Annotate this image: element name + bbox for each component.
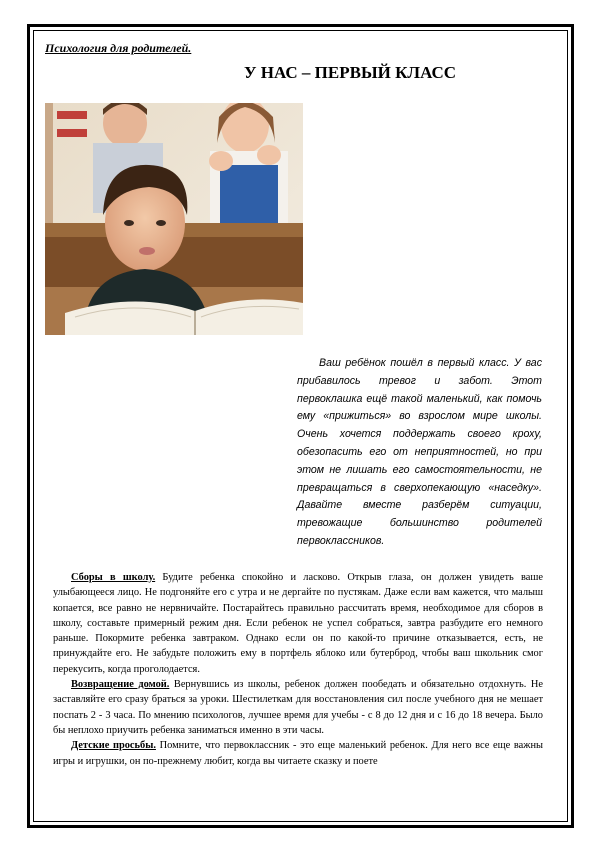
- section-heading: Возвращение домой.: [71, 679, 170, 691]
- section-paragraph: [53, 738, 543, 769]
- section-paragraph: [53, 677, 543, 738]
- section-text: Помните, что первоклассник - это еще маленький ребенок. Для него все еще важны игры и игрушки, он по-прежнему любит, когда вы читаете сказку и поете: [53, 740, 543, 767]
- classroom-photo: [45, 103, 303, 335]
- article-title: У НАС – ПЕРВЫЙ КЛАСС: [244, 63, 457, 82]
- intro-paragraph: Ваш ребёнок пошёл в первый класс. У вас прибавилось тревог и забот. Этот первоклашка ещё такой маленький, как помочь ему «прижиться» во взрослом мире школы. Очень хочется поддержать своего кроху, обезопасить его от неприятностей, но при этом не лишать его самостоятельности, не превращаться в сверхопекающую «наседку». Давайте вместе разберём ситуации, тревожащие большинство родителей первоклассников.: [297, 357, 542, 547]
- section-heading: Сборы в школу.: [71, 572, 156, 583]
- rubric-label: Психология для родителей.: [45, 41, 192, 55]
- section-text: Будите ребенка спокойно и ласково. Открыв глаза, он должен увидеть ваше улыбающееся лицо. Не подгоняйте его с утра и не дергайте по пустякам. Даже если вам кажется, что малыш копается, все равно не нервничайте. Постарайтесь правильно рассчитать время, необходимое для сборов в школу, составьте примерный режим дня. Если ребенок не успел собраться, завтра разбудите его немного раньше. Покормите ребенка завтраком. Однако если он по какой-то причине отказывается, есть, не принуждайте его. Не забудьте положить ему в портфель яблоко или бутерброд, чтобы ваш школьник смог перекусить, когда проголодается.: [53, 572, 543, 675]
- section-text: Вернувшись из школы, ребенок должен пообедать и обязательно отдохнуть. Не заставляйте его сразу браться за уроки. Шестилеткам для восстановления сил после учебного дня не мешает поспать 2 - 3 часа. По мнению психологов, лучшее время для учебы - с 8 до 12 дня и с 16 до 18 вечера. Было бы неплохо приучить ребенка заниматься именно в эти часы.: [53, 679, 543, 736]
- section-heading: Детские просьбы.: [71, 740, 156, 752]
- article-body: [53, 570, 543, 810]
- section-paragraph: [53, 570, 543, 677]
